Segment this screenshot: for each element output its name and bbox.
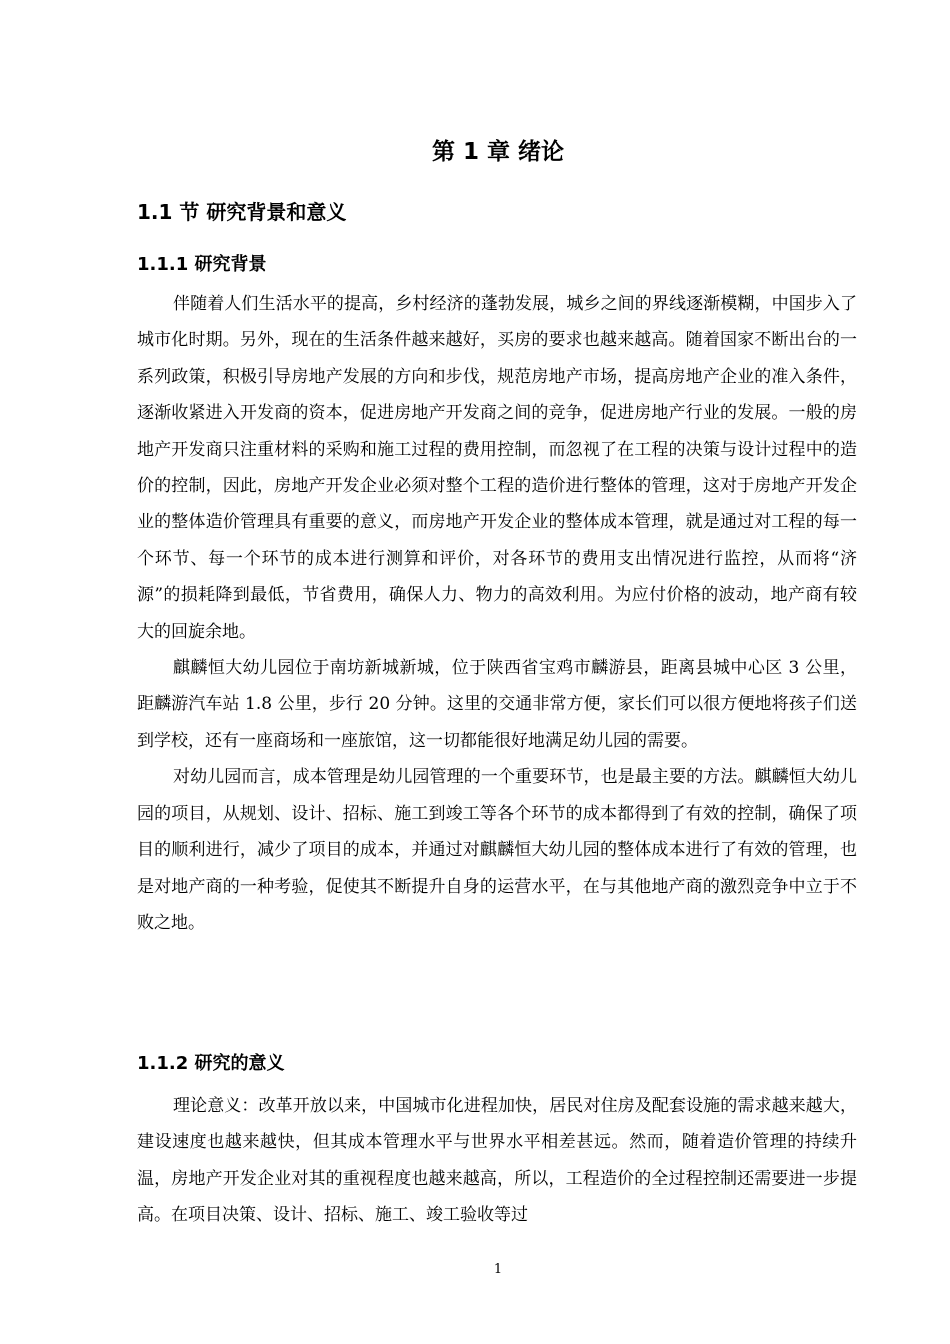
paragraph-background-2: 麒麟恒大幼儿园位于南坊新城新城，位于陕西省宝鸡市麟游县，距离县城中心区 3 公里，距麟游汽车站 1.8 公里，步行 20 分钟。这里的交通非常方便，家长们可以很方便地将孩子们送到学校，还有一座商场和一座旅馆，这一切都能很好地满足幼儿园的需要。 [137, 658, 857, 751]
subsection-title-background: 1.1.1 研究背景 [137, 254, 267, 275]
subsection-title-significance: 1.1.2 研究的意义 [137, 1053, 285, 1074]
paragraph-significance-1: 理论意义：改革开放以来，中国城市化进程加快，居民对住房及配套设施的需求越来越大，建设速度也越来越快，但其成本管理水平与世界水平相差甚远。然而，随着造价管理的持续升温，房地产开发企业对其的重视程度也越来越高，所以，工程造价的全过程控制还需要进一步提高。在项目决策、设计、招标、施工、竣工验收等过 [137, 1096, 857, 1226]
chapter-title: 第 1 章 绪论 [431, 139, 565, 165]
section-title: 1.1 节 研究背景和意义 [137, 200, 347, 224]
background-body [137, 286, 857, 941]
paragraph-background-1: 伴随着人们生活水平的提高，乡村经济的蓬勃发展，城乡之间的界线逐渐模糊，中国步入了城市化时期。另外，现在的生活条件越来越好，买房的要求也越来越高。随着国家不断出台的一系列政策，积极引导房地产发展的方向和步伐，规范房地产市场，提高房地产企业的准入条件，逐渐收紧进入开发商的资本，促进房地产开发商之间的竞争，促进房地产行业的发展。一般的房地产开发商只注重材料的采购和施工过程的费用控制，而忽视了在工程的决策与设计过程中的造价的控制，因此，房地产开发企业必须对整个工程的造价进行整体的管理，这对于房地产开发企业的整体造价管理具有重要的意义，而房地产开发企业的整体成本管理，就是通过对工程的每一个环节、每一个环节的成本进行测算和评价，对各环节的费用支出情况进行监控，从而将“济源”的损耗降到最低，节省费用，确保人力、物力的高效利用。为应付价格的波动，地产商有较大的回旋余地。 [137, 294, 857, 642]
paragraph-background-3: 对幼儿园而言，成本管理是幼儿园管理的一个重要环节，也是最主要的方法。麒麟恒大幼儿园的项目，从规划、设计、招标、施工到竣工等各个环节的成本都得到了有效的控制，确保了项目的顺利进行，减少了项目的成本，并通过对麒麟恒大幼儿园的整体成本进行了有效的管理，也是对地产商的一种考验，促使其不断提升自身的运营水平，在与其他地产商的激烈竞争中立于不败之地。 [137, 767, 857, 933]
significance-body [137, 1088, 857, 1234]
page-number: 1 [493, 1262, 503, 1277]
